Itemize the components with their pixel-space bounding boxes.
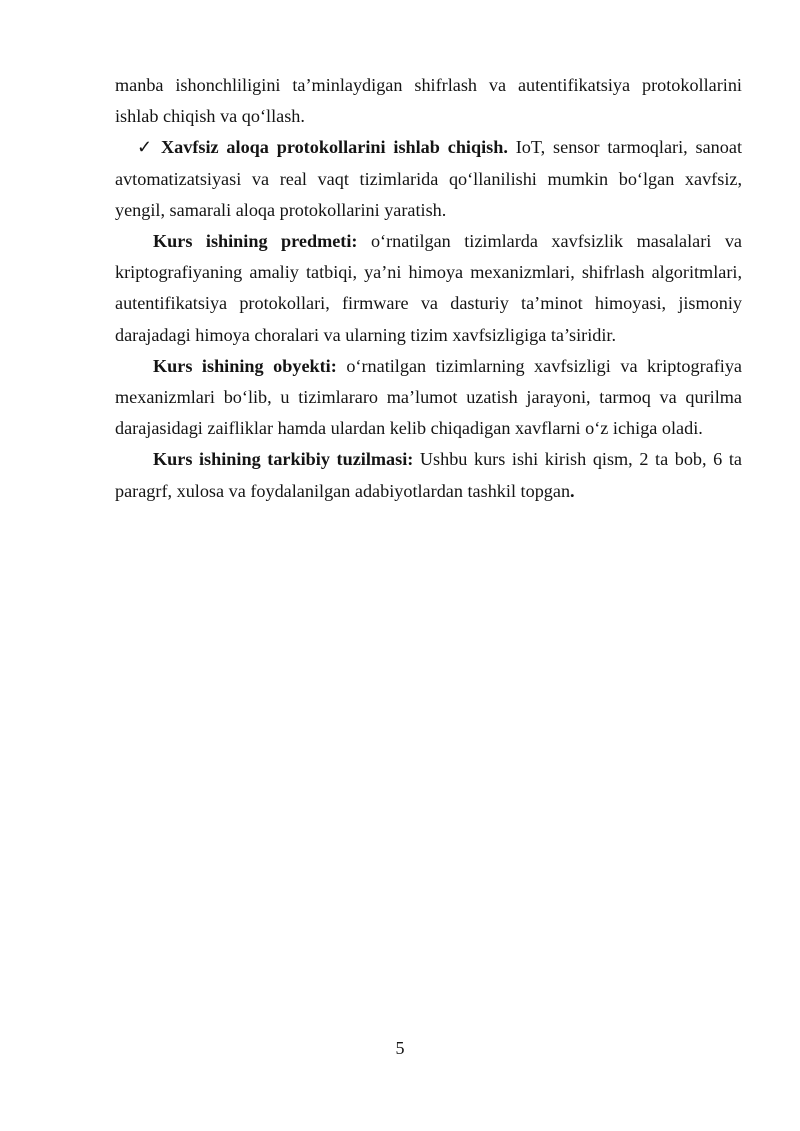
checklist-item — [115, 132, 742, 226]
paragraph-structure — [115, 444, 742, 506]
checkmark-icon: ✓ — [137, 137, 153, 158]
paragraph-subject — [115, 226, 742, 351]
paragraph-object — [115, 351, 742, 445]
checklist-item-text: IoT, sensor tarmoqlari, sanoat avtomatizatsiyasi va real vaqt tizimlarida qo‘llanilishi mumkin bo‘lgan xavfsiz, yengil, samarali aloqa protokollarini yaratish. — [115, 137, 742, 220]
page-number: 5 — [395, 1038, 405, 1058]
checklist-item-heading: Xavfsiz aloqa protokollarini ishlab chiqish. — [161, 137, 508, 158]
subject-text: o‘rnatilgan tizimlarda xavfsizlik masalalari va kriptografiyaning amaliy tatbiqi, ya’ni himoya mexanizmlari, shifrlash algoritmlari, autentifikatsiya protokollari, firmware va dasturiy ta’minot himoyasi, jismoniy darajadagi himoya choralari va ularning tizim xavfsizligiga ta’siridir. — [115, 231, 742, 345]
body-text — [115, 70, 742, 507]
structure-end-mark: . — [570, 480, 575, 501]
subject-heading: Kurs ishining predmeti: — [153, 231, 358, 252]
paragraph-continuation-text: manba ishonchliligini ta’minlaydigan shifrlash va autentifikatsiya protokollarini ishlab chiqish va qo‘llash. — [115, 75, 742, 127]
structure-text: Ushbu kurs ishi kirish qism, 2 ta bob, 6 ta paragrf, xulosa va foydalanilgan adabiyotlardan tashkil topgan — [115, 449, 742, 501]
object-heading: Kurs ishining obyekti: — [153, 355, 337, 376]
structure-heading: Kurs ishining tarkibiy tuzilmasi: — [153, 449, 414, 470]
object-text: o‘rnatilgan tizimlarning xavfsizligi va kriptografiya mexanizmlari bo‘lib, u tizimlararo ma’lumot uzatish jarayoni, tarmoq va qurilma darajasidagi zaifliklar hamda ulardan kelib chiqadigan xavflarni o‘z ichiga oladi. — [115, 355, 742, 439]
paragraph-continuation — [115, 70, 742, 132]
